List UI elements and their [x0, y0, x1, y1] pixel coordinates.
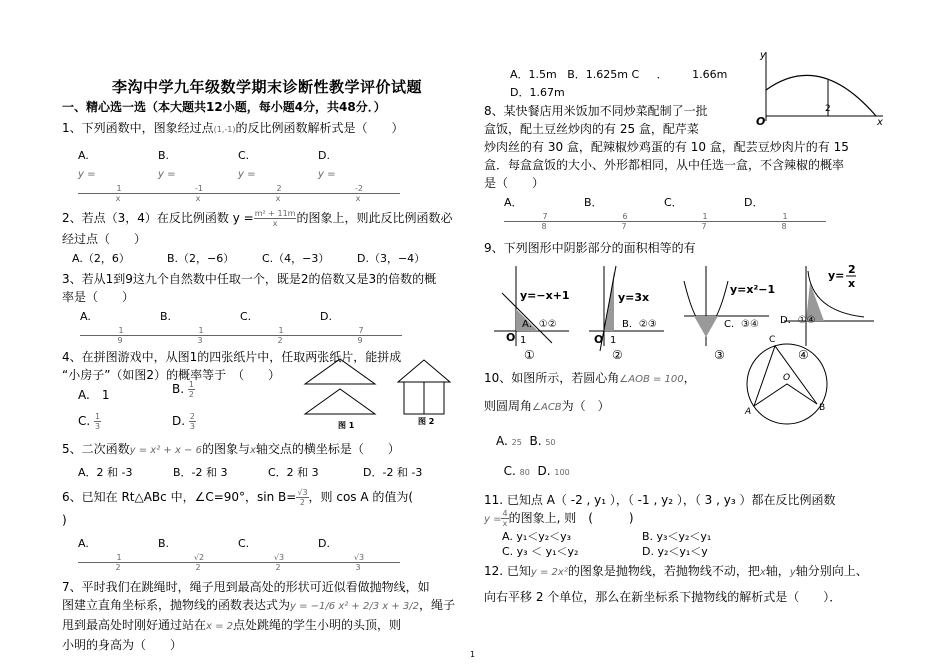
q5-option-d[interactable]: D．-2 和 -3 — [363, 466, 423, 479]
den: 2 — [195, 563, 201, 572]
q7-option-a[interactable]: A．1.5m — [510, 68, 557, 81]
question-2 — [62, 209, 472, 228]
q2-option-d[interactable]: D.（3，−4） — [357, 252, 426, 265]
den: x — [195, 194, 201, 203]
q2-text: 2、若点（3，4）在反比例函数 y = — [62, 211, 254, 225]
q8-line3: 炒肉丝的有 30 盒，配辣椒炒鸡蛋的有 10 盒，配芸豆炒肉片的有 15 — [484, 140, 849, 154]
q10-angle2: ∠ACB — [532, 402, 562, 413]
q7-l2b: ，绳子 — [419, 598, 456, 612]
q4-option-b[interactable] — [172, 380, 195, 399]
q2-text2: 的图象上，则此反比例函数必 — [296, 211, 453, 225]
q3-text: 3、若从1到9这九个自然数中任取一个，既是2的倍数又是3的倍数的概 — [62, 272, 437, 286]
den: 2 — [277, 336, 283, 345]
q12-y: y — [789, 567, 796, 578]
opt-label: B. — [158, 537, 170, 550]
opt-frac — [320, 326, 400, 345]
opt-fn: y = — [238, 169, 256, 180]
den: 2 — [275, 563, 281, 572]
opt-fn: y = — [78, 169, 96, 180]
q10-option-a[interactable] — [496, 434, 522, 448]
question-10 — [484, 369, 904, 389]
q4-text: 4、在拼图游戏中，从图1的四张纸片中，任取两张纸片，能拼成 — [62, 350, 402, 364]
den: 8 — [541, 222, 547, 231]
q6-text2: ，则 cos A 的值为( — [308, 490, 414, 504]
opt-frac — [240, 326, 320, 345]
q5-text3: 轴交点的横坐标是（ ） — [255, 442, 400, 456]
q6-frac — [296, 488, 308, 507]
q7-dot: ． — [656, 68, 668, 81]
num: √3 — [238, 553, 320, 563]
question-7 — [62, 578, 472, 654]
q10-option-d[interactable] — [538, 464, 570, 478]
num: 1 — [80, 326, 162, 336]
q9-o1: O — [506, 331, 516, 344]
q7-option-c[interactable]: 1.66m — [692, 68, 728, 81]
q8-line2: 盒饭，配土豆丝炒肉的有 25 盒，配芹菜 — [484, 122, 699, 136]
q10-angle: ∠AOB = 100 — [619, 374, 684, 385]
q5-text: 5、二次函数 — [62, 442, 130, 456]
opt-label: D. — [172, 414, 186, 428]
q6-text: 6、已知在 Rt△ABc 中，∠C=90°，sin B= — [62, 490, 297, 504]
q2-text3: 经过点（ ） — [62, 232, 147, 246]
q10-l1b: ， — [683, 371, 696, 385]
q7-option-b[interactable]: B．1.625m C — [567, 68, 640, 81]
q9-fn4-num: 2 — [848, 263, 856, 276]
num: 1 — [664, 212, 746, 222]
q7-l2a: 图建立直角坐标系，抛物线的函数表达式为 — [62, 598, 291, 612]
opt-label: C. — [78, 414, 91, 428]
opt-label: C. — [238, 149, 250, 162]
q9-fn3: y=x²−1 — [730, 283, 776, 296]
q6-option-b[interactable] — [158, 535, 238, 572]
q9-label-4: ④ — [798, 348, 809, 361]
opt-fn: y = — [318, 169, 336, 180]
opt-val: 100 — [554, 468, 570, 477]
q4-option-d[interactable] — [172, 412, 196, 431]
q4-text2: “小房子”（如图2）的概率等于 （ ） — [62, 368, 281, 382]
q9-fn2: y=3x — [618, 291, 650, 304]
q5-options — [78, 464, 472, 482]
q12-l1c: 轴， — [765, 564, 790, 578]
q7-fn: y = −1/6 x² + 2/3 x + 3/2 — [290, 601, 420, 612]
q1-options — [78, 147, 472, 203]
q1-option-b[interactable] — [158, 147, 238, 203]
opt-frac — [584, 212, 664, 231]
q9-o2: O — [594, 333, 604, 346]
num: √3 — [318, 553, 400, 563]
opt-label: D. — [537, 464, 551, 478]
q9-fig-1 — [494, 266, 570, 361]
q12-l1a: 12. 已知 — [484, 564, 531, 578]
q7-line2 — [62, 596, 472, 616]
opt-label: A. — [78, 149, 89, 162]
q6-option-a[interactable] — [78, 535, 158, 572]
num: -2 — [318, 184, 400, 194]
q5-option-a[interactable]: A．2 和 -3 — [78, 466, 133, 479]
q8-option-a[interactable] — [504, 194, 584, 231]
q3-option-b[interactable] — [160, 308, 240, 345]
den: x — [502, 519, 508, 528]
q4-option-a[interactable]: A. 1 — [78, 388, 110, 402]
den: x — [272, 219, 278, 228]
q6-text3: ) — [62, 513, 67, 527]
opt-frac — [160, 326, 240, 345]
q7-l3b: 点处跳绳的学生小明的头顶，则 — [233, 618, 402, 632]
q8-line4: 盒．每盒盒饭的大小、外形都相同，从中任选一盒，不含辣椒的概率 — [484, 158, 845, 172]
q9-one1: 1 — [520, 335, 527, 346]
opt-val: 80 — [519, 468, 530, 477]
parabola-graph — [748, 46, 888, 126]
den: 2 — [115, 563, 121, 572]
graph-origin: O — [756, 115, 766, 126]
q10-circle-figure — [739, 334, 839, 430]
label-a: A — [745, 407, 752, 417]
q8-options — [504, 194, 904, 231]
opt-frac — [158, 553, 238, 572]
den: x — [275, 194, 281, 203]
opt-label: C. — [238, 537, 250, 550]
den: 9 — [357, 336, 363, 345]
num: 1 — [188, 380, 194, 389]
q8-option-d[interactable] — [744, 194, 824, 231]
den: 3 — [189, 422, 195, 431]
parabola-curve — [766, 75, 876, 116]
opt-frac — [158, 184, 238, 203]
q5-fn: y = x² + x − 6 — [129, 445, 202, 456]
q9-fn4-den: x — [848, 277, 856, 290]
q9-fig2-opt: B．②③ — [622, 319, 657, 330]
q9-label-1: ① — [524, 348, 535, 361]
q1-text2: 的反比例函数解析式是（ ） — [235, 121, 404, 135]
q2-option-c[interactable]: C.（4，−3） — [262, 252, 330, 265]
puzzle-figures — [300, 354, 480, 430]
num: -1 — [158, 184, 240, 194]
q8-line1: 8、某快餐店用米饭加不同炒菜配制了一批 — [484, 104, 708, 118]
q9-fig4-opt: D．①④ — [780, 315, 816, 326]
fig2-label: 图 2 — [418, 417, 435, 426]
question-10-line2 — [484, 397, 904, 417]
q7-x: x = 2 — [206, 621, 234, 632]
opt-label: D. — [320, 310, 332, 323]
q7-option-d[interactable]: D．1.67m — [510, 86, 565, 99]
opt-frac — [78, 553, 158, 572]
opt-label: D． — [744, 196, 764, 209]
num: 1 — [744, 212, 826, 222]
opt-label: D. — [318, 537, 330, 550]
q9-figures — [484, 261, 904, 361]
den: 7 — [621, 222, 627, 231]
opt-frac — [238, 184, 318, 203]
den: 2 — [299, 498, 305, 507]
q12-line2: 向右平移 2 个单位，那么在新坐标系下抛物线的解析式是（ ）． — [484, 590, 842, 604]
q11-line2 — [484, 509, 904, 529]
q1-option-a[interactable] — [78, 147, 158, 203]
q11-option-d[interactable]: D. y₂＜y₁＜y — [642, 545, 708, 558]
num: 1 — [240, 326, 322, 336]
q8-option-b[interactable] — [584, 194, 664, 231]
q11-frac — [501, 509, 508, 528]
q9-label-2: ② — [612, 348, 623, 361]
opt-label: B． — [584, 196, 603, 209]
q12-l1b: 的图象是抛物线，若抛物线不动，把 — [567, 564, 760, 578]
q9-one2: 1 — [610, 335, 617, 346]
q5-option-b[interactable]: B．-2 和 3 — [173, 466, 228, 479]
q8-option-c[interactable] — [664, 194, 744, 231]
right-column — [484, 50, 904, 606]
den: 3 — [95, 422, 101, 431]
den: 3 — [197, 336, 203, 345]
q3-options — [80, 308, 472, 345]
q6-options — [78, 535, 472, 572]
den: 8 — [781, 222, 787, 231]
q4-options — [62, 380, 472, 440]
opt-label: A． — [504, 196, 523, 209]
q6-option-c[interactable] — [238, 535, 318, 572]
q10-l1: 10、如图所示，若圆心角 — [484, 371, 620, 385]
q10-option-b[interactable] — [529, 434, 555, 448]
q9-label-3: ③ — [714, 348, 725, 361]
opt-frac — [664, 212, 744, 231]
opt-label: C. — [503, 464, 516, 478]
q9-fn4: y= — [828, 269, 845, 282]
num: 1 — [78, 184, 160, 194]
num: 1 — [160, 326, 242, 336]
triangle-2 — [305, 389, 375, 414]
den: 3 — [355, 563, 361, 572]
num: 1 — [95, 412, 101, 421]
num: √3 — [297, 488, 308, 497]
q11-option-c[interactable]: C. y₃ ＜ y₁＜y₂ — [502, 545, 579, 558]
opt-label: C． — [664, 196, 683, 209]
q10-l2: 则圆周角 — [484, 399, 533, 413]
opt-label: A. — [80, 310, 91, 323]
num: √2 — [158, 553, 240, 563]
num: 6 — [584, 212, 666, 222]
graph-x-label: x — [877, 117, 883, 126]
opt-frac — [504, 212, 584, 231]
q1-text: 1、下列函数中，图象经过点 — [62, 121, 214, 135]
q1-option-d[interactable] — [318, 147, 398, 203]
q9-fig3-opt: C．③④ — [724, 319, 759, 330]
opt-label: B. — [529, 434, 542, 448]
q7-l3a: 甩到最高处时刚好通过站在 — [62, 618, 207, 632]
opt-label: D. — [318, 149, 330, 162]
q2-frac — [254, 209, 297, 228]
q11-option-a[interactable]: A. y₁＜y₂＜y₃ — [502, 530, 572, 543]
den: x — [115, 194, 121, 203]
question-5 — [62, 440, 472, 460]
q12-l1d: 轴分别向上、 — [795, 564, 868, 578]
q12-x: x — [759, 567, 766, 578]
q2-option-a[interactable]: A.（2，6） — [72, 252, 130, 265]
q8-line5: 是（ ） — [484, 176, 545, 190]
num: 4 — [502, 509, 508, 518]
q9-fig1-opt: A．①② — [522, 319, 557, 330]
left-column — [62, 66, 472, 654]
q3-option-c[interactable] — [240, 308, 320, 345]
opt-label: A. — [496, 434, 508, 448]
den: 7 — [701, 222, 707, 231]
q3-text2: 率是（ ） — [62, 290, 135, 304]
opt-frac — [318, 184, 398, 203]
num: 1 — [78, 553, 160, 563]
q1-option-c[interactable] — [238, 147, 318, 203]
opt-frac — [80, 326, 160, 345]
q5-option-c[interactable]: C．2 和 3 — [268, 466, 319, 479]
opt-frac — [189, 412, 196, 431]
q4-option-c[interactable] — [78, 412, 101, 431]
fig1-label: 图 1 — [338, 421, 355, 430]
den: x — [355, 194, 361, 203]
question-1 — [62, 119, 472, 139]
q6-option-d[interactable] — [318, 535, 398, 572]
den: 2 — [188, 390, 194, 399]
q11-fn: y = — [484, 514, 502, 525]
q7-line1: 7、平时我们在跳绳时，绳子甩到最高处的形状可近似看做抛物线，如 — [62, 580, 430, 594]
opt-val: 25 — [511, 438, 522, 447]
opt-frac — [188, 380, 195, 399]
opt-fn: y = — [158, 169, 176, 180]
opt-label: A. — [78, 537, 89, 550]
q12-fn: y = 2x² — [530, 567, 568, 578]
question-9: 9、下列图形中阴影部分的面积相等的有 — [484, 241, 696, 255]
q11-l2: 的图象上, 则 ( ) — [508, 511, 634, 525]
num: 7 — [504, 212, 586, 222]
opt-label: B. — [158, 149, 170, 162]
q10-options — [496, 427, 904, 487]
q5-x: x — [250, 445, 256, 456]
opt-label: B. — [160, 310, 172, 323]
num: 2 — [189, 412, 195, 421]
q5-text2: 的图象与 — [201, 442, 250, 456]
opt-label: C. — [240, 310, 252, 323]
question-3 — [62, 270, 472, 288]
q9-fig-2 — [589, 266, 664, 361]
page-number: 1 — [470, 650, 476, 659]
opt-frac — [238, 553, 318, 572]
graph-two: 2 — [825, 104, 831, 114]
q3-option-d[interactable] — [320, 308, 400, 345]
q2-options — [72, 250, 472, 268]
q2-option-b[interactable]: B.（2，−6） — [167, 252, 235, 265]
num: 7 — [320, 326, 402, 336]
q10-l2b: 为（ ） — [561, 399, 610, 413]
den: 9 — [117, 336, 123, 345]
q10-option-c[interactable] — [504, 464, 530, 478]
page-title: 李沟中学九年级数学期末诊断性教学评价试题 — [111, 78, 422, 96]
q11-option-b[interactable]: B. y₃＜y₂＜y₁ — [642, 530, 712, 543]
house-roof — [398, 360, 450, 382]
question-12 — [484, 562, 904, 582]
section-heading: 一、精心选一选（本大题共12小题，每小题4分，共48分．） — [62, 100, 386, 114]
num: m² + 11m — [254, 209, 296, 218]
num: 2 — [238, 184, 320, 194]
triangle-1 — [305, 359, 375, 384]
q7-line3 — [62, 616, 472, 636]
label-c: C — [769, 335, 776, 345]
opt-frac — [318, 553, 398, 572]
filler — [310, 390, 312, 392]
opt-frac — [78, 184, 158, 203]
q9-fn1: y=−x+1 — [520, 289, 570, 302]
graph-y-label: y — [760, 50, 766, 61]
question-6 — [62, 488, 472, 507]
q11-options — [502, 529, 904, 559]
label-b: B — [819, 403, 826, 413]
q3-option-a[interactable] — [80, 308, 160, 345]
question-11: 11. 已知点 A（ -2 , y₁ ），（ -1 , y₂ ），（ 3 , y₃ ）都在反比例函数 — [484, 493, 836, 507]
q7-line4: 小明的身高为（ ） — [62, 638, 183, 652]
label-o: O — [783, 373, 791, 383]
opt-frac — [94, 412, 101, 431]
q1-point: (1,-1) — [213, 125, 236, 134]
opt-label: B. — [172, 382, 185, 396]
opt-frac — [744, 212, 824, 231]
opt-val: 50 — [545, 438, 556, 447]
